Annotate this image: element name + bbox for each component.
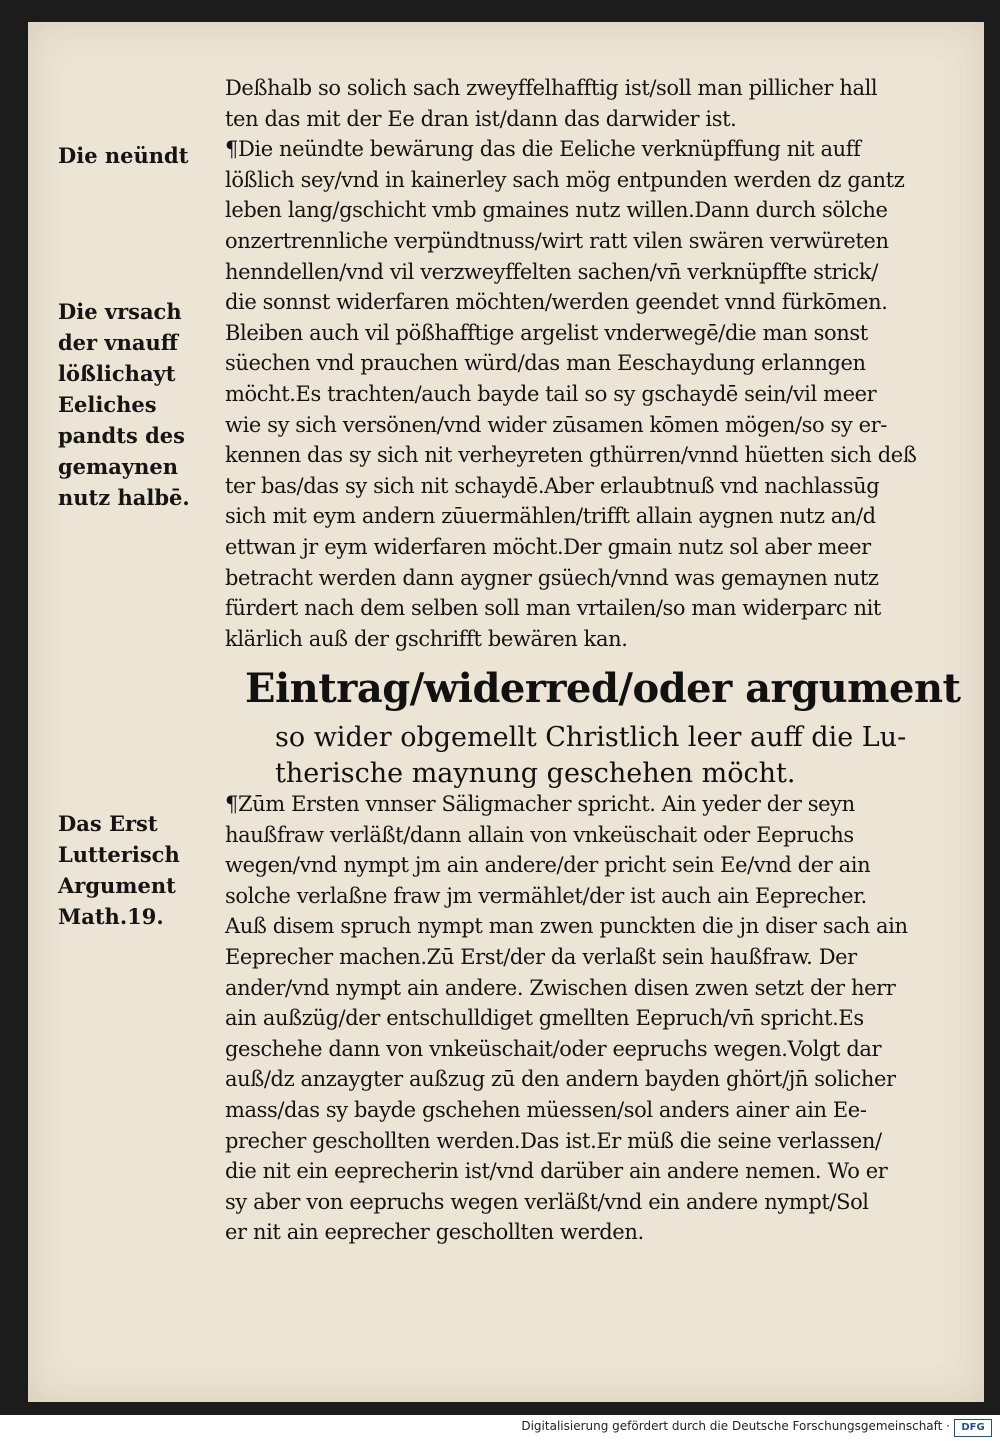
text-line: henndellen/vnd vil verzweyffelten sachen/vn̄ verknüpffte strick/: [225, 259, 878, 284]
section-heading-line3: therische maynung geschehen möcht.: [275, 758, 796, 789]
text-line: ain außzüg/der entschulldiget gmellten Eepruch/vn̄ spricht.Es: [225, 1006, 864, 1031]
funding-credit: Digitalisierung gefördert durch die Deutsche Forschungsgemeinschaft ·: [521, 1419, 950, 1433]
text-line: lößlich sey/vnd in kainerley sach mög entpunden werden dz gantz: [225, 167, 905, 192]
text-line: leben lang/gschicht vmb gmaines nutz willen.Dann durch sölche: [225, 198, 888, 223]
text-line: precher geschollten werden.Das ist.Er müß die seine verlassen/: [225, 1128, 882, 1153]
text-line: fürdert nach dem selben soll man vrtailen/so man widerparc nit: [225, 596, 881, 621]
text-line: ¶Zūm Ersten vnnser Säligmacher spricht. Ain yeder der seyn: [225, 792, 855, 816]
section-heading-line2: so wider obgemellt Christlich leer auff die Lu-: [275, 722, 907, 753]
text-line: solche verlaßne fraw jm vermählet/der ist auch ain Eeprecher.: [225, 883, 867, 908]
text-line: auß/dz anzaygter außzug zū den andern bayden ghört/jn̄ solicher: [225, 1067, 896, 1092]
margin-note-neundt: Die neündt: [58, 143, 189, 168]
text-line: die nit ein eeprecherin ist/vnd darüber ain andere nemen. Wo er: [225, 1159, 888, 1184]
section-heading-line1: Eintrag/widerred/oder argument: [245, 665, 961, 712]
text-line: ten das mit der Ee dran ist/dann das darwider ist.: [225, 106, 737, 131]
text-line: kennen das sy sich nit verheyreten gthürren/vnnd hüetten sich deß: [225, 443, 917, 468]
text-line: betracht werden dann aygner gsüech/vnnd was gemaynen nutz: [225, 565, 879, 590]
text-line: klärlich auß der gschrifft bewären kan.: [225, 626, 628, 651]
text-line: ¶Die neündte bewärung das die Eeliche verknüpffung nit auff: [225, 137, 861, 162]
text-line: geschehe dann von vnkeüschait/oder eepruchs wegen.Volgt dar: [225, 1036, 882, 1061]
text-line: Deßhalb so solich sach zweyffelhafftig ist/soll man pillicher hall: [225, 76, 878, 100]
text-line: Auß disem spruch nympt man zwen punckten die jn diser sach ain: [225, 914, 908, 939]
text-line: ettwan jr eym widerfaren möcht.Der gmain nutz sol aber meer: [225, 535, 871, 559]
text-line: möcht.Es trachten/auch bayde tail so sy gschaydē sein/vil meer: [225, 382, 877, 406]
text-line: sy aber von eepruchs wegen verläßt/vnd ein andere nympt/Sol: [225, 1189, 869, 1214]
text-line: mass/das sy bayde gschehen müessen/sol anders ainer ain Ee-: [225, 1098, 867, 1122]
text-line: Eeprecher machen.Zū Erst/der da verlaßt sein haußfraw. Der: [225, 945, 857, 969]
text-line: onzertrennliche verpündtnuss/wirt ratt vilen swären verwüreten: [225, 229, 889, 253]
text-line: ander/vnd nympt ain andere. Zwischen disen zwen setzt der herr: [225, 975, 896, 1000]
margin-note-argument: Das Erst Lutterisch Argument Math.19.: [58, 811, 180, 929]
text-line: wie sy sich versönen/vnd wider zūsamen kōmen mögen/so sy er-: [225, 412, 887, 437]
text-line: wegen/vnd nympt jm ain andere/der pricht sein Ee/vnd der ain: [225, 853, 871, 878]
text-line: die sonnst widerfaren möchten/werden geendet vnnd fürkōmen.: [225, 290, 888, 315]
text-line: ter bas/das sy sich nit schaydē.Aber erlaubtnuß vnd nachlassūg: [225, 473, 880, 498]
footer-bar: [0, 1415, 1000, 1441]
text-line: Bleiben auch vil pößhafftige argelist vnderwegē/die man sonst: [225, 320, 868, 345]
dfg-logo: DFG: [954, 1419, 992, 1437]
margin-note-vrsach: Die vrsach der vnauff lößlichayt Eeliches pandts des gemaynen nutz halbē.: [58, 299, 190, 510]
text-line: süechen vnd prauchen würd/das man Eeschaydung erlanngen: [225, 351, 866, 376]
text-line: er nit ain eeprecher geschollten werden.: [225, 1220, 644, 1245]
text-line: haußfraw verläßt/dann allain von vnkeüschait oder Eepruchs: [225, 822, 854, 847]
text-line: sich mit eym andern zūuermählen/trifft allain aygnen nutz an/d: [225, 504, 876, 529]
